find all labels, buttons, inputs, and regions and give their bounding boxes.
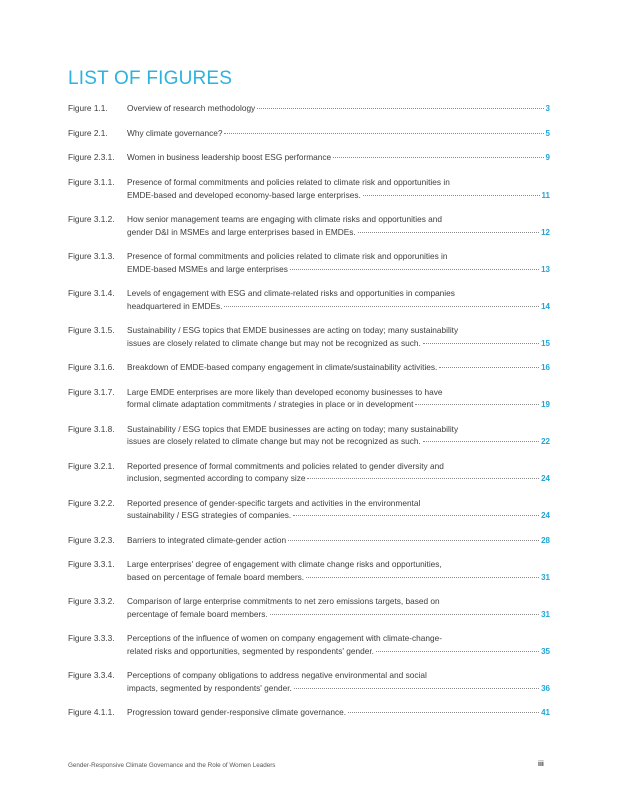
figure-page-number[interactable]: 24 <box>541 511 550 521</box>
dot-leader <box>363 195 540 196</box>
figure-entry[interactable] <box>68 361 550 375</box>
figure-number: Figure 3.3.3. <box>68 633 115 644</box>
figure-title-line: Sustainability / ESG topics that EMDE businesses are acting on today; many sustainability <box>127 325 459 336</box>
figure-title-line: How senior management teams are engaging with climate risks and opportunities and <box>127 214 442 225</box>
figure-title-line: Progression toward gender-responsive climate governance. <box>127 707 347 718</box>
dot-leader <box>306 577 539 578</box>
figure-title-line: EMDE-based and developed economy-based large enterprises. <box>127 189 361 200</box>
dot-leader <box>423 343 539 344</box>
figure-page-number[interactable]: 12 <box>541 227 550 237</box>
dot-leader <box>290 269 539 270</box>
figure-number: Figure 3.3.1. <box>68 559 115 570</box>
figure-page-number[interactable]: 19 <box>541 400 550 410</box>
figure-entry[interactable] <box>68 497 550 523</box>
figure-page-number[interactable]: 35 <box>541 646 550 656</box>
figure-page-number[interactable]: 15 <box>541 338 550 348</box>
dot-leader <box>423 441 539 442</box>
dot-leader <box>333 157 543 158</box>
figure-number: Figure 3.1.7. <box>68 386 115 397</box>
figure-number: Figure 3.1.4. <box>68 288 115 299</box>
dot-leader <box>288 540 539 541</box>
figure-page-number[interactable]: 14 <box>541 301 550 311</box>
figure-title-line: Breakdown of EMDE-based company engagement in climate/sustainability activities. <box>127 362 438 373</box>
figure-number: Figure 3.2.2. <box>68 497 115 508</box>
figure-number: Figure 3.1.5. <box>68 325 115 336</box>
footer-text: Gender-Responsive Climate Governance and the Role of Women Leaders <box>68 762 276 769</box>
figure-page-number[interactable]: 3 <box>545 104 550 113</box>
figure-title-line: percentage of female board members. <box>127 608 268 619</box>
figure-title-line: Reported presence of gender-specific targets and activities in the environmental <box>127 497 421 508</box>
figure-number: Figure 1.1. <box>68 103 108 113</box>
figure-entry[interactable] <box>68 595 550 621</box>
figure-title-line: Overview of research methodology <box>127 103 256 113</box>
footer-page-number: iii <box>538 761 544 768</box>
figure-number: Figure 2.1. <box>68 127 108 138</box>
figure-title-line: gender D&I in MSMEs and large enterprises based in EMDEs. <box>127 226 356 237</box>
dot-leader <box>257 108 543 109</box>
figure-number: Figure 3.2.3. <box>68 534 115 545</box>
figure-entry[interactable] <box>68 287 550 313</box>
figure-title-line: Sustainability / ESG topics that EMDE businesses are acting on today; many sustainability <box>127 423 459 434</box>
figure-number: Figure 2.3.1. <box>68 152 115 163</box>
figure-page-number[interactable]: 24 <box>541 474 550 484</box>
figure-number: Figure 3.1.3. <box>68 251 115 262</box>
figure-number: Figure 3.1.1. <box>68 177 115 188</box>
page-title: LIST OF FIGURES <box>68 68 233 89</box>
figure-number: Figure 3.1.2. <box>68 214 115 225</box>
dot-leader <box>348 712 539 713</box>
figure-title-line: Barriers to integrated climate-gender action <box>127 534 287 545</box>
dot-leader <box>294 688 539 689</box>
figure-entry[interactable] <box>68 423 550 449</box>
figure-page-number[interactable]: 5 <box>545 128 550 138</box>
dot-leader <box>224 306 539 307</box>
dot-leader <box>270 614 539 615</box>
figure-entry[interactable] <box>68 386 550 412</box>
figure-title-line: Comparison of large enterprise commitments to net zero emissions targets, based on <box>127 596 440 607</box>
figure-entry[interactable] <box>68 558 550 584</box>
figure-title-line: impacts, segmented by respondents' gender. <box>127 682 292 693</box>
figure-title-line: Why climate governance? <box>127 127 223 138</box>
figure-page-number[interactable]: 11 <box>541 190 550 200</box>
figure-page-number[interactable]: 31 <box>541 572 550 582</box>
figure-page-number[interactable]: 31 <box>541 609 550 619</box>
figure-page-number[interactable]: 41 <box>541 708 550 718</box>
figure-entry[interactable] <box>68 534 550 548</box>
dot-leader <box>376 651 539 652</box>
figure-title-line: Presence of formal commitments and policies related to climate risk and opporunities in <box>127 251 448 262</box>
figure-number: Figure 3.3.2. <box>68 596 115 607</box>
figure-list <box>68 102 550 731</box>
figure-title-line: Levels of engagement with ESG and climate-related risks and opportunities in companies <box>127 288 455 299</box>
figure-title-line: headquartered in EMDEs. <box>127 300 223 311</box>
figure-page-number[interactable]: 36 <box>541 683 550 693</box>
figure-title-line: related risks and opportunities, segmented by respondents' gender. <box>127 645 374 656</box>
figure-title-line: Large EMDE enterprises are more likely than developed economy businesses to have <box>127 386 443 397</box>
figure-entry[interactable] <box>68 213 550 239</box>
figure-number: Figure 4.1.1. <box>68 707 115 718</box>
figure-title-line: sustainability / ESG strategies of companies. <box>127 510 292 521</box>
figure-title-line: formal climate adaptation commitments / strategies in place or in development <box>127 399 414 410</box>
figure-page-number[interactable]: 16 <box>541 363 550 373</box>
figure-page-number[interactable]: 13 <box>541 264 550 274</box>
figure-title-line: Presence of formal commitments and policies related to climate risk and opportunities in <box>127 177 450 188</box>
figure-title-line: Reported presence of formal commitments and policies related to gender diversity and <box>127 460 444 471</box>
figure-entry[interactable] <box>68 324 550 350</box>
figure-page-number[interactable]: 22 <box>541 437 550 447</box>
figure-title-line: based on percentage of female board members. <box>127 571 305 582</box>
figure-entry[interactable] <box>68 176 550 202</box>
figure-page-number[interactable]: 28 <box>541 535 550 545</box>
figure-entry[interactable] <box>68 632 550 658</box>
dot-leader <box>307 478 539 479</box>
figure-title-line: Women in business leadership boost ESG performance <box>127 152 332 163</box>
figure-entry[interactable] <box>68 127 550 141</box>
figure-title-line: Large enterprises' degree of engagement with climate change risks and opportunities, <box>127 559 442 570</box>
figure-title-line: Perceptions of the influence of women on company engagement with climate-change- <box>127 633 443 644</box>
figure-title-line: EMDE-based MSMEs and large enterprises <box>127 263 288 274</box>
figure-number: Figure 3.1.8. <box>68 423 115 434</box>
dot-leader <box>358 232 539 233</box>
dot-leader <box>224 133 543 134</box>
figure-entry[interactable] <box>68 250 550 276</box>
figure-entry[interactable] <box>68 706 550 720</box>
dot-leader <box>415 404 539 405</box>
figure-number: Figure 3.1.6. <box>68 362 115 373</box>
figure-number: Figure 3.2.1. <box>68 460 115 471</box>
figure-title-line: issues are closely related to climate change but may not be recognized as such. <box>127 436 421 447</box>
figure-title-line: issues are closely related to climate change but may not be recognized as such. <box>127 337 421 348</box>
figure-title-line: inclusion, segmented according to company size <box>127 473 306 484</box>
dot-leader <box>293 515 539 516</box>
figure-number: Figure 3.3.4. <box>68 670 115 681</box>
figure-entry[interactable] <box>68 669 550 695</box>
dot-leader <box>439 367 539 368</box>
figure-title-line: Perceptions of company obligations to address negative environmental and social <box>127 670 427 681</box>
figure-entry[interactable] <box>68 460 550 486</box>
figure-page-number[interactable]: 9 <box>545 153 550 163</box>
figure-entry[interactable] <box>68 151 550 165</box>
figure-entry[interactable] <box>68 102 550 116</box>
